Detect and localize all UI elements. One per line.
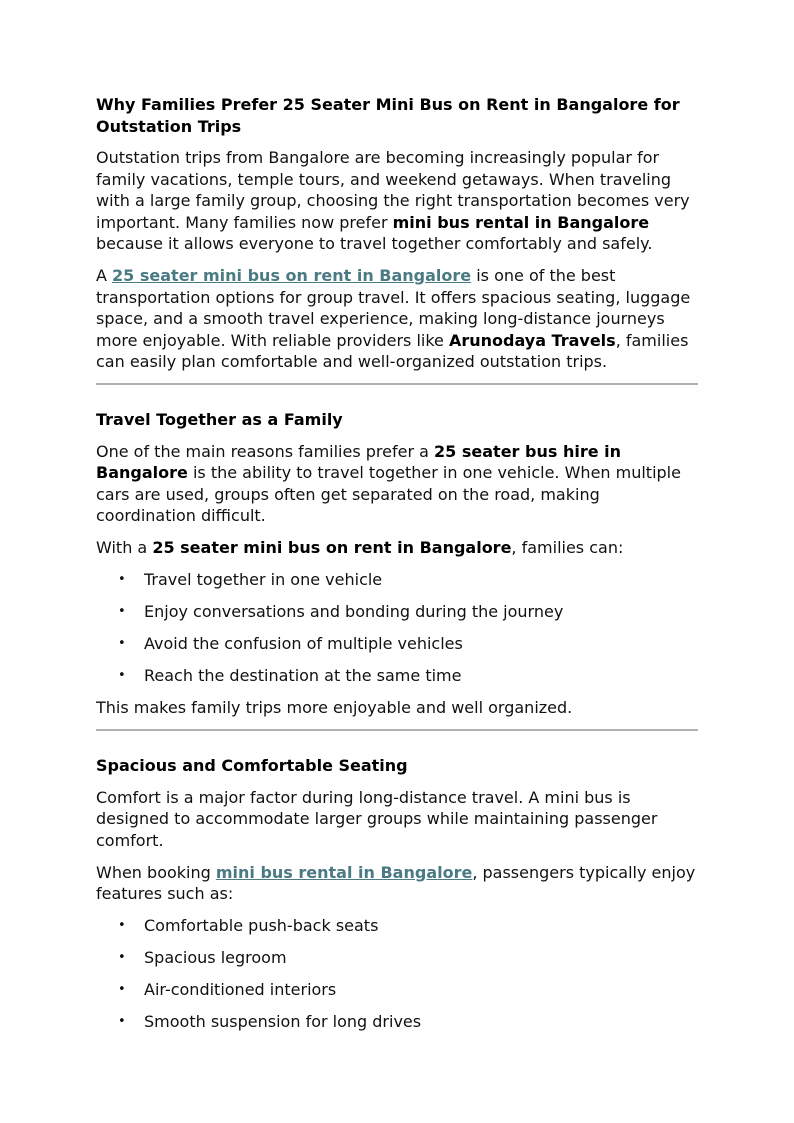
bullet-icon: • [118,982,126,997]
section-travel-together [96,409,698,719]
paragraph: This makes family trips more enjoyable and well organized. [96,698,573,717]
section-heading: Spacious and Comfortable Seating [96,756,408,775]
paragraph [96,537,698,559]
bold-text: Arunodaya Travels [448,330,616,350]
mini-bus-25-seater-link[interactable]: 25 seater mini bus on rent in Bangalore [112,266,472,285]
bullet-list [96,569,698,687]
list-item [96,979,698,1001]
list-item-text: Smooth suspension for long drives [144,1012,422,1031]
section-heading: Travel Together as a Family [96,410,343,429]
text-run: is one of the best transportation options for group travel. It offers spacious seating, luggage space, and a smooth travel experience, making long-distance journeys more enjoyable. With reliable providers like [96,266,691,350]
text-run: When booking [96,862,216,882]
text-run: because it allows everyone to travel together comfortably and safely. [96,234,653,253]
bullet-icon: • [118,668,126,683]
list-item [96,569,698,591]
list-item-text: Comfortable push-back seats [144,916,379,935]
bold-text: 25 seater bus hire in Bangalore [96,441,621,482]
list-item [96,947,698,969]
list-item-text: Air-conditioned interiors [144,980,337,999]
bullet-icon: • [118,1014,126,1029]
text-run: is the ability to travel together in one vehicle. When multiple cars are used, groups often get separated on the road, making coordination difficult. [96,463,681,525]
bullet-list [96,915,698,1033]
paragraph [96,147,698,255]
list-item-text: Enjoy conversations and bonding during the journey [144,602,564,621]
section-divider [96,729,698,731]
bullet-icon: • [118,604,126,619]
section-divider [96,383,698,385]
bullet-icon: • [118,918,126,933]
list-item [96,915,698,937]
paragraph [96,862,698,905]
text-run: , families can easily plan comfortable and well-organized outstation trips. [96,330,689,371]
text-run: A [96,266,113,285]
paragraph [96,441,698,527]
list-item [96,665,698,687]
text-run: With a [96,538,153,557]
text-run: , families can: [511,538,624,557]
list-item-text: Travel together in one vehicle [144,570,383,589]
text-run: One of the main reasons families prefer a [96,441,435,461]
paragraph [96,265,698,373]
list-item-text: Avoid the confusion of multiple vehicles [144,634,463,653]
section-heading: Why Families Prefer 25 Seater Mini Bus on Rent in Bangalore for Outstation Trips [96,95,680,136]
bullet-icon: • [118,950,126,965]
bullet-icon: • [118,636,126,651]
list-item [96,601,698,623]
list-item-text: Spacious legroom [144,948,287,967]
bold-text: 25 seater mini bus on rent in Bangalore [152,538,512,557]
bold-text: mini bus rental in Bangalore [392,212,650,232]
list-item-text: Reach the destination at the same time [144,666,462,685]
bullet-icon: • [118,572,126,587]
section-intro [96,94,698,373]
list-item [96,1011,698,1033]
paragraph: Comfort is a major factor during long-distance travel. A mini bus is designed to accommodate larger groups while maintaining passenger comfort. [96,787,658,850]
text-run: Outstation trips from Bangalore are becoming increasingly popular for family vacations, temple tours, and weekend getaways. When traveling with a large family group, choosing the right transportation becomes very important. Many families now prefer [96,148,690,232]
list-item [96,633,698,655]
section-seating [96,755,698,1033]
mini-bus-rental-link[interactable]: mini bus rental in Bangalore [215,862,473,882]
text-run: , passengers typically enjoy features such as: [96,862,696,903]
